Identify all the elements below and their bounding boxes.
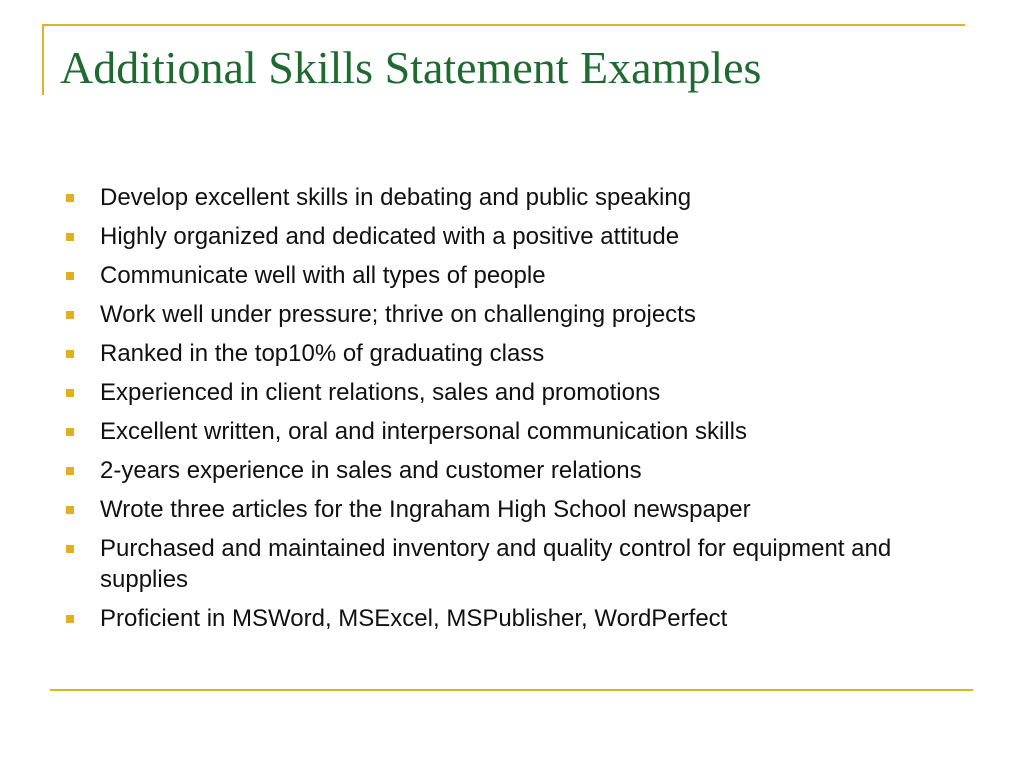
square-bullet-icon [66, 467, 74, 475]
bullet-item [66, 533, 966, 595]
bullet-item [66, 260, 966, 291]
bullet-text: Communicate well with all types of people [100, 262, 546, 289]
square-bullet-icon [66, 272, 74, 280]
bullet-text: Develop excellent skills in debating and public speaking [100, 184, 692, 211]
bullet-text: Purchased and maintained inventory and quality control for equipment and supplies [100, 535, 892, 593]
bullet-item [66, 221, 966, 252]
bullet-item [66, 377, 966, 408]
bullet-item [66, 455, 966, 486]
bullet-list [66, 182, 966, 642]
bullet-text: Experienced in client relations, sales and promotions [100, 379, 661, 406]
top-border-line [42, 24, 965, 26]
square-bullet-icon [66, 311, 74, 319]
slide-title: Additional Skills Statement Examples [60, 42, 762, 93]
bullet-item [66, 494, 966, 525]
bullet-text: Excellent written, oral and interpersonal communication skills [100, 418, 747, 445]
square-bullet-icon [66, 233, 74, 241]
bullet-item [66, 603, 966, 634]
square-bullet-icon [66, 428, 74, 436]
bullet-item [66, 416, 966, 447]
bottom-border-line [50, 689, 973, 691]
square-bullet-icon [66, 389, 74, 397]
bullet-text: Proficient in MSWord, MSExcel, MSPublisher, WordPerfect [100, 605, 728, 632]
bullet-item [66, 299, 966, 330]
bullet-item [66, 182, 966, 213]
square-bullet-icon [66, 615, 74, 623]
square-bullet-icon [66, 506, 74, 514]
square-bullet-icon [66, 545, 74, 553]
bullet-text: Wrote three articles for the Ingraham High School newspaper [100, 496, 751, 523]
left-border-line [42, 24, 44, 95]
bullet-text: Highly organized and dedicated with a positive attitude [100, 223, 680, 250]
bullet-text: Ranked in the top10% of graduating class [100, 340, 545, 367]
bullet-item [66, 338, 966, 369]
bullet-text: 2-years experience in sales and customer relations [100, 457, 642, 484]
square-bullet-icon [66, 350, 74, 358]
square-bullet-icon [66, 194, 74, 202]
bullet-text: Work well under pressure; thrive on challenging projects [100, 301, 696, 328]
